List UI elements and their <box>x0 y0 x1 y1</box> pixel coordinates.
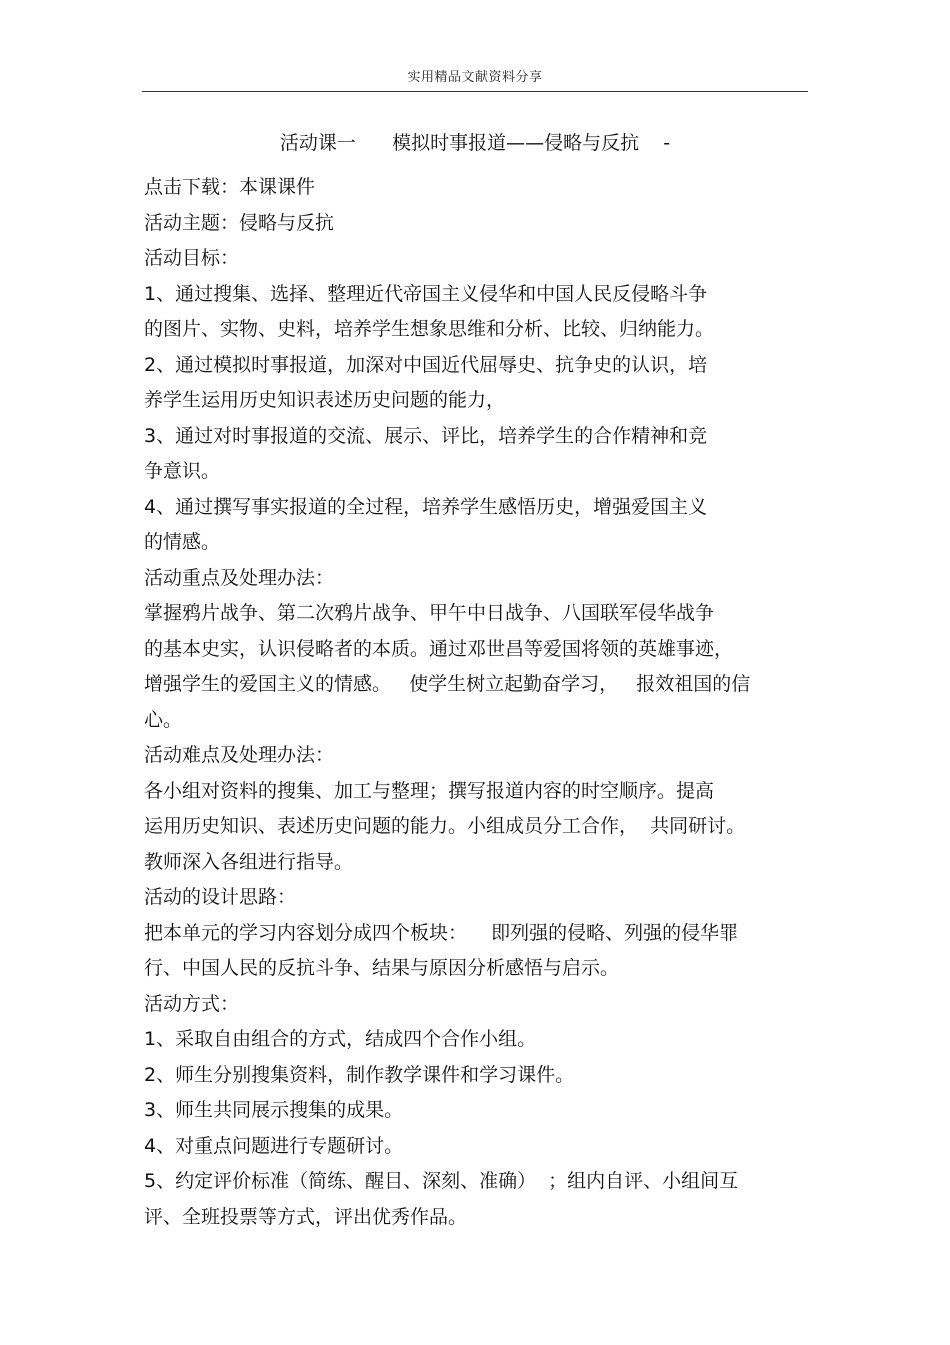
body-line: 心。 <box>144 708 183 731</box>
body-line: 1、通过搜集、选择、整理近代帝国主义侵华和中国人民反侵略斗争 <box>144 282 708 305</box>
body-line: 运用历史知识、表述历史问题的能力。小组成员分工合作， 共同研讨。 <box>144 815 746 837</box>
body-line: 的基本史实，认识侵略者的本质。通过邓世昌等爱国将领的英雄事迹， <box>144 637 734 660</box>
body-line: 行、中国人民的反抗斗争、结果与原因分析感悟与启示。 <box>144 957 620 979</box>
body-line: 3、通过对时事报道的交流、展示、评比，培养学生的合作精神和竞 <box>144 424 708 447</box>
section-heading: 活动目标： <box>144 247 240 269</box>
document-body <box>144 170 808 1235</box>
page-header-text: 实用精品文献资料分享 <box>407 70 543 85</box>
body-line: 1、采取自由组合的方式，结成四个合作小组。 <box>144 1028 537 1050</box>
section-heading: 活动重点及处理办法： <box>144 566 335 589</box>
body-line: 4、对重点问题进行专题研讨。 <box>144 1134 404 1157</box>
body-line: 2、师生分别搜集资料，制作教学课件和学习课件。 <box>144 1063 575 1086</box>
body-line: 4、通过撰写事实报道的全过程，培养学生感悟历史，增强爱国主义 <box>144 495 708 518</box>
header-divider <box>142 91 808 92</box>
body-line: 的图片、实物、史料，培养学生想象思维和分析、比较、归纳能力。 <box>144 318 715 340</box>
section-heading: 活动方式： <box>144 992 240 1015</box>
section-heading: 活动难点及处理办法： <box>144 744 335 766</box>
body-line: 争意识。 <box>144 460 221 482</box>
body-line-download-link[interactable]: 点击下载：本课课件 <box>144 176 316 198</box>
body-line: 活动主题：侵略与反抗 <box>144 211 335 234</box>
body-line: 3、师生共同展示搜集的成果。 <box>144 1099 404 1121</box>
body-line: 评、全班投票等方式，评出优秀作品。 <box>144 1205 468 1228</box>
document-title: 活动课一 模拟时事报道——侵略与反抗 - <box>279 132 671 154</box>
body-line: 各小组对资料的搜集、加工与整理；撰写报道内容的时空顺序。提高 <box>144 779 715 802</box>
body-line: 教师深入各组进行指导。 <box>144 850 354 873</box>
body-line: 把本单元的学习内容划分成四个板块： 即列强的侵略、列强的侵华罪 <box>144 921 739 944</box>
body-line: 2、通过模拟时事报道，加深对中国近代屈辱史、抗争史的认识，培 <box>144 353 708 376</box>
body-line: 5、约定评价标准（简练、醒目、深刻、准确） ；组内自评、小组间互 <box>144 1170 739 1192</box>
section-heading: 活动的设计思路： <box>144 886 297 908</box>
body-line: 的情感。 <box>144 531 221 553</box>
body-line: 养学生运用历史知识表述历史问题的能力， <box>144 389 506 411</box>
body-line: 掌握鸦片战争、第二次鸦片战争、甲午中日战争、八国联军侵华战争 <box>144 602 715 624</box>
body-line: 增强学生的爱国主义的情感。 使学生树立起勤奋学习， 报效祖国的信 <box>144 673 751 695</box>
